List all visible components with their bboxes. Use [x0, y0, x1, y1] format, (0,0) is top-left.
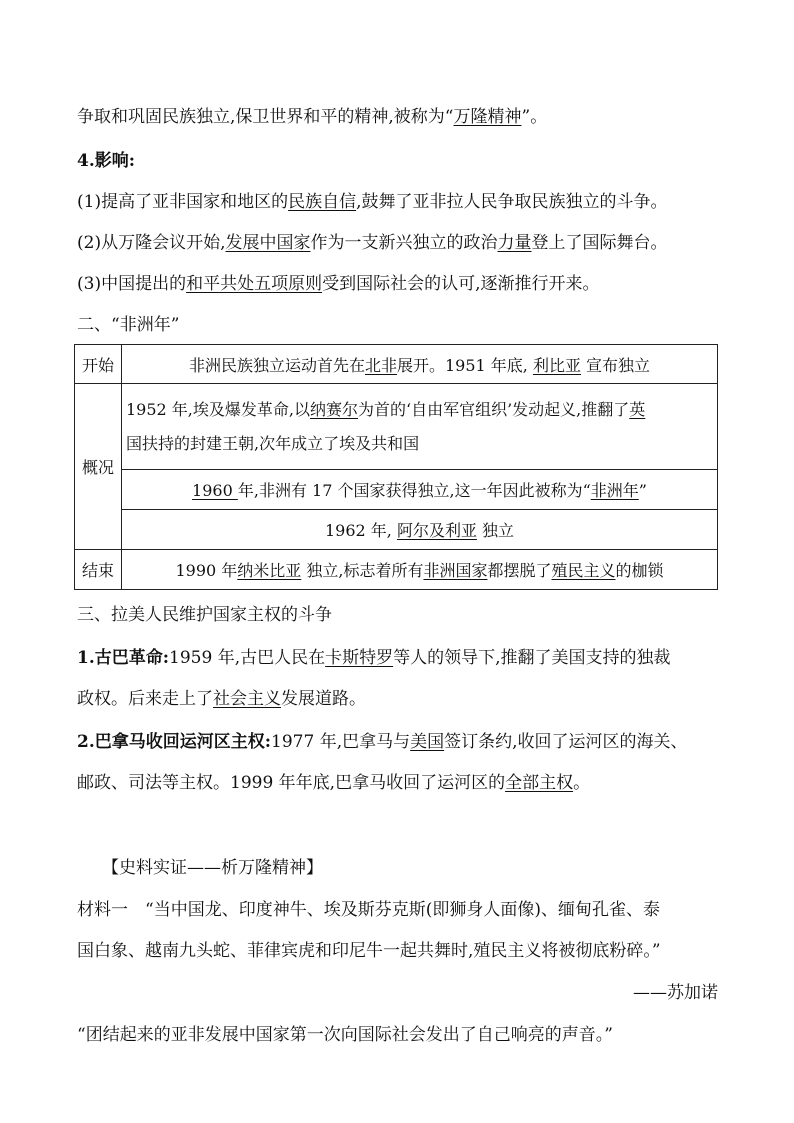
africa-year-table: [74, 344, 718, 590]
material-1-line-1: 材料一 “当中国龙、印度神牛、埃及斯芬克斯(即狮身人面像)、缅甸孔雀、泰: [77, 900, 660, 920]
impact-item-2: (2)从万隆会议开始,发展中国家作为一支新兴独立的政治力量登上了国际舞台。: [77, 233, 668, 253]
panama-line-2: 邮政、司法等主权。1999 年年底,巴拿马收回了运河区的全部主权。: [77, 773, 591, 793]
overview-cell-1960: 1960 年,非洲有 17 个国家获得独立,这一年因此被称为“非洲年”: [122, 470, 718, 510]
cuba-line-1: 1.古巴革命:1959 年,古巴人民在卡斯特罗等人的领导下,推翻了美国支持的独裁: [77, 648, 671, 668]
row-label-overview: 概况: [75, 384, 122, 550]
wanlong-spirit-term: 万隆精神: [453, 107, 522, 127]
impact-item-3: (3)中国提出的和平共处五项原则受到国际社会的认可,逐渐推行开来。: [77, 274, 600, 294]
table-row-start: [75, 345, 718, 384]
panama-line-1: 2.巴拿马收回运河区主权:1977 年,巴拿马与美国签订条约,收回了运河区的海关、: [77, 732, 688, 752]
intro-line: 争取和巩固民族独立,保卫世界和平的精神,被称为“万隆精神”。: [77, 107, 548, 127]
material-2-line-1: “团结起来的亚非发展中国家第一次向国际社会发出了自己响亮的声音。”: [77, 1025, 613, 1045]
table-row-end: [75, 550, 718, 590]
latin-america-heading: 三、拉美人民维护国家主权的斗争: [77, 605, 332, 625]
cuba-title: 1.古巴革命:: [77, 648, 170, 668]
africa-year-heading: 二、“非洲年”: [77, 315, 180, 335]
end-cell: 1990 年纳米比亚 独立,标志着所有非洲国家都摆脱了殖民主义的枷锁: [122, 550, 718, 590]
row-label-start: 开始: [75, 345, 122, 384]
start-cell: 非洲民族独立运动首先在北非展开。1951 年底, 利比亚 宣布独立: [122, 345, 718, 384]
impact-item-1: (1)提高了亚非国家和地区的民族自信,鼓舞了亚非拉人民争取民族独立的斗争。: [77, 192, 668, 212]
impact-heading: 4.影响:: [77, 151, 136, 171]
table-row-overview-1: [75, 384, 718, 470]
overview-cell-1952: 1952 年,埃及爆发革命,以纳赛尔为首的‘自由军官组织’发动起义,推翻了英 国扶持的封建王朝,次年成立了埃及共和国: [122, 384, 718, 470]
attribution: ——苏加诺: [633, 983, 718, 1003]
table-row-overview-3: [75, 510, 718, 550]
table-row-overview-2: [75, 470, 718, 510]
row-label-end: 结束: [75, 550, 122, 590]
panama-title: 2.巴拿马收回运河区主权:: [77, 732, 272, 752]
overview-cell-1962: 1962 年, 阿尔及利亚 独立: [122, 510, 718, 550]
cuba-line-2: 政权。后来走上了社会主义发展道路。: [77, 689, 366, 709]
source-evidence-heading: 【史料实证——析万隆精神】: [102, 858, 323, 878]
material-1-line-2: 国白象、越南九头蛇、菲律宾虎和印尼牛一起共舞时,殖民主义将被彻底粉碎。”: [77, 941, 661, 961]
